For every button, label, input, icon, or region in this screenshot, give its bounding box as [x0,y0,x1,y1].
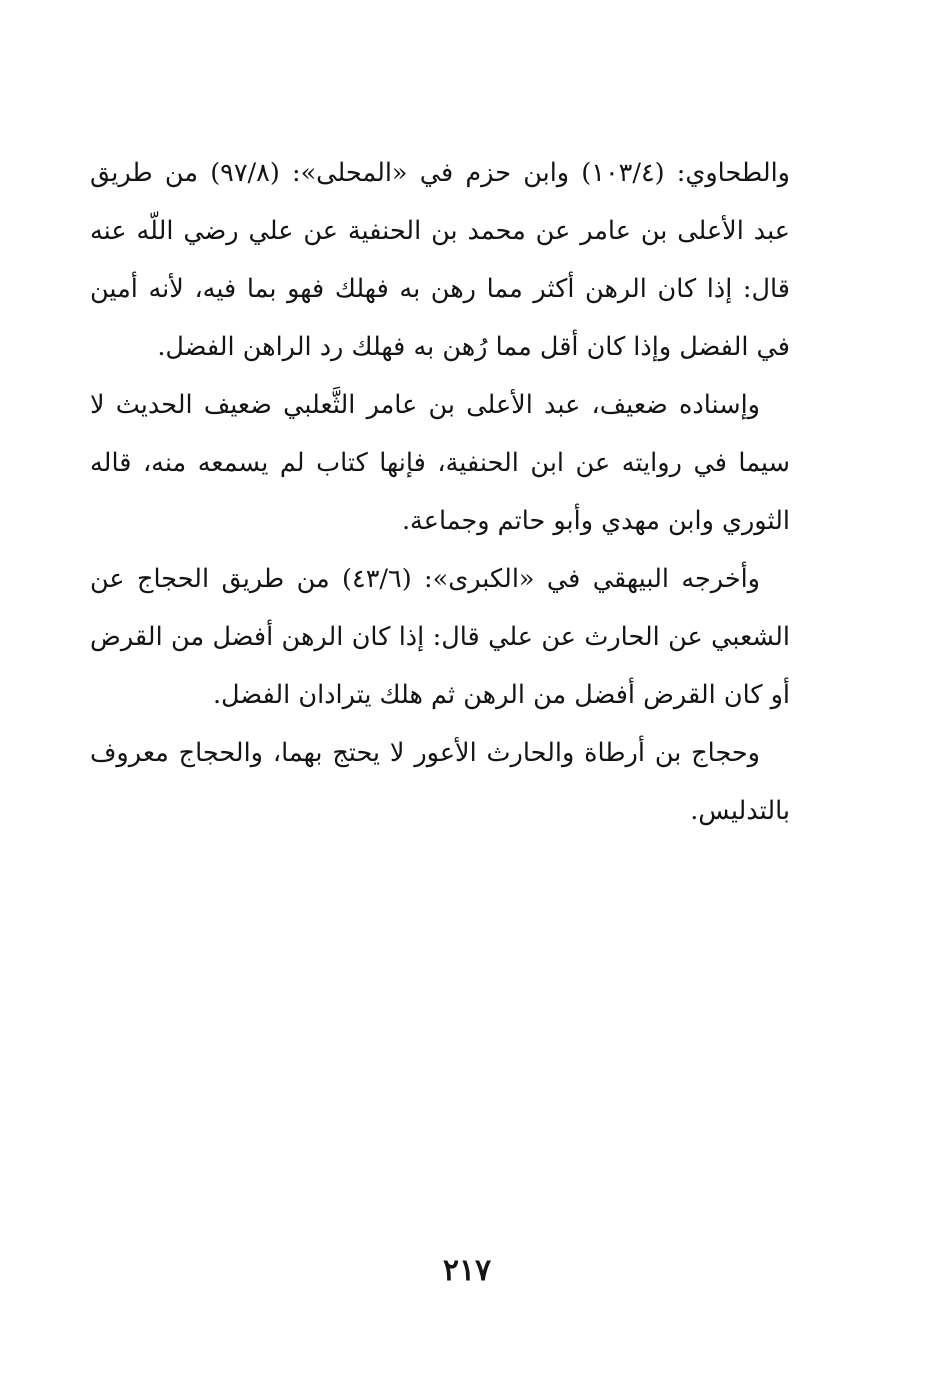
paragraph-3: وأخرجه البيهقي في «الكبرى»: (٤٣/٦) من طريق الحجاج عن الشعبي عن الحارث عن علي قال: إذا كان الرهن أفضل من القرض أو كان القرض أفضل من الرهن ثم هلك يترادان الفضل. [90,564,790,710]
page-number: ٢١٧ [442,1253,492,1288]
body-text [90,144,790,840]
paragraph-4: وحجاج بن أرطاة والحارث الأعور لا يحتج بهما، والحجاج معروف بالتدليس. [90,738,790,826]
paragraph-1: والطحاوي: (١٠٣/٤) وابن حزم في «المحلى»: (٩٧/٨) من طريق عبد الأعلى بن عامر عن محمد بن الحنفية عن علي رضي اللّه عنه قال: إذا كان الرهن أكثر مما رهن به فهلك فهو بما فيه، لأنه أمين في الفضل وإذا كان أقل مما رُهن به فهلك رد الراهن الفضل. [90,158,790,362]
paragraph-2: وإسناده ضعيف، عبد الأعلى بن عامر الثَّعلبي ضعيف الحديث لا سيما في روايته عن ابن الحنفية، فإنها كتاب لم يسمعه منه، قاله الثوري وابن مهدي وأبو حاتم وجماعة. [90,390,790,536]
